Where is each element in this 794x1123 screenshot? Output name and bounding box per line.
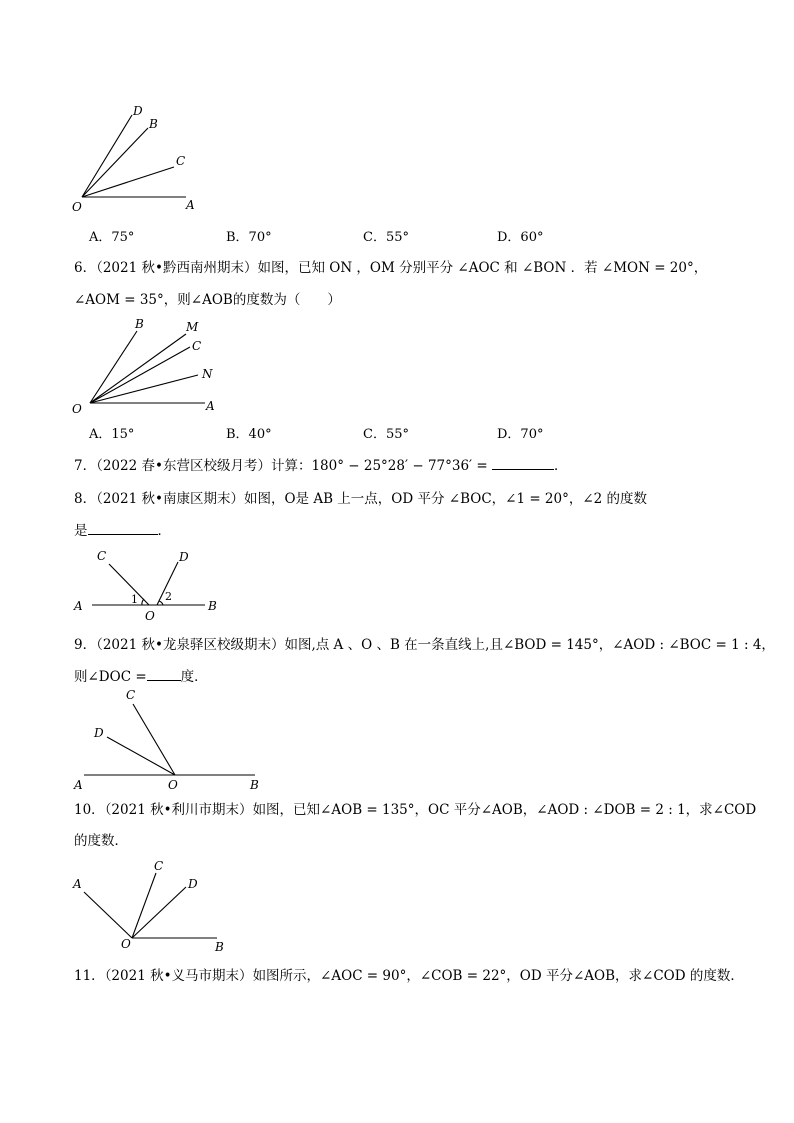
q6-label-M: M xyxy=(186,320,199,334)
q8-label-angle-2: 2 xyxy=(165,590,172,603)
q10-ray-OD xyxy=(132,887,186,938)
q7-stem: 计算：180° − 25°28′ − 77°36′ = xyxy=(270,458,488,474)
q9-tail: 度． xyxy=(180,669,208,685)
q7-source: （2022 春•东营区校级月考） xyxy=(96,458,271,474)
q6-stem-1: 如图，已知 ON ，OM 分别平分 ∠AOC 和 ∠BON ．若 ∠MON = 20°， xyxy=(257,260,708,276)
q9-number: 9． xyxy=(74,637,97,653)
q10-label-A: A xyxy=(73,877,82,891)
q10-label-B: B xyxy=(215,940,224,954)
q5-label-B: B xyxy=(149,117,158,131)
q8-number: 8． xyxy=(74,491,97,507)
q8-label-A: A xyxy=(74,599,83,613)
q9-label-B: B xyxy=(250,778,259,792)
q6-label-B: B xyxy=(135,317,144,331)
q6-label-N: N xyxy=(202,367,213,381)
q6-number: 6． xyxy=(74,260,97,276)
q10-ray-OA xyxy=(84,892,132,938)
q5-label-O: O xyxy=(72,200,82,214)
q5-label-D: D xyxy=(133,104,143,118)
q8-label-B: B xyxy=(208,599,217,613)
q6-source: （2021 秋•黔西南州期末） xyxy=(96,260,258,276)
q6-option-b: B．40° xyxy=(226,427,272,442)
q8-label-D: D xyxy=(179,550,189,564)
q5-option-c: C．55° xyxy=(363,230,409,245)
q9-label-C: C xyxy=(126,688,136,702)
q8-stem-2: 是 xyxy=(74,523,88,539)
q5-label-C: C xyxy=(176,154,186,168)
q7-number: 7． xyxy=(74,458,97,474)
q6-label-A: A xyxy=(206,399,215,413)
q10-number: 10． xyxy=(74,802,105,818)
q11-line xyxy=(74,966,744,986)
q10-label-D: D xyxy=(188,877,198,891)
q9-label-O: O xyxy=(168,778,178,792)
q8-source: （2021 秋•南康区期末） xyxy=(96,491,244,507)
q10-stem-1: 如图，已知∠AOB = 135°，OC 平分∠AOB，∠AOD : ∠DOB = 2 : 1，求∠COD xyxy=(252,802,757,818)
q5-option-d: D．60° xyxy=(497,230,544,245)
q8-label-C: C xyxy=(97,549,107,563)
q8-label-O: O xyxy=(145,609,155,623)
q11-source: （2021 秋•义马市期末） xyxy=(104,968,253,984)
q10-label-C: C xyxy=(154,859,164,873)
q7-tail: ． xyxy=(554,458,568,474)
q6-label-C: C xyxy=(192,339,202,353)
q10-ray-OC xyxy=(132,873,156,938)
q11-number: 11． xyxy=(74,968,105,984)
q5-option-a: A．75° xyxy=(89,230,135,245)
q8-stem-1: 如图，O是 AB 上一点，OD 平分 ∠BOC，∠1 = 20°，∠2 的度数 xyxy=(243,491,648,507)
q11-stem: 如图所示，∠AOC = 90°，∠COB = 22°，OD 平分∠AOB，求∠COD 的度数． xyxy=(252,968,744,984)
q8-label-angle-1: 1 xyxy=(131,593,138,606)
q5-option-b: B．70° xyxy=(226,230,272,245)
q10-label-O: O xyxy=(121,937,131,951)
q6-label-O: O xyxy=(72,402,82,416)
q9-stem-1: 如图,点 A 、O 、B 在一条直线上,且∠BOD = 145°，∠AOD : ∠BOC = 1 : 4， xyxy=(284,637,775,653)
q10-source: （2021 秋•利川市期末） xyxy=(104,802,253,818)
q6-option-d: D．70° xyxy=(497,427,544,442)
q9-stem-2: 则∠DOC = xyxy=(74,669,147,685)
q6-option-c: C．55° xyxy=(363,427,409,442)
q9-label-D: D xyxy=(94,726,104,740)
q9-source: （2021 秋•龙泉驿区校级期末） xyxy=(96,637,285,653)
q10-line2: 的度数． xyxy=(74,833,128,849)
q5-label-A: A xyxy=(186,198,195,212)
q6-option-a: A．15° xyxy=(89,427,135,442)
q9-label-A: A xyxy=(74,778,83,792)
q8-tail: ． xyxy=(157,523,171,539)
q6-line2: ∠AOM = 35°，则∠AOB的度数为（ ） xyxy=(74,292,341,308)
